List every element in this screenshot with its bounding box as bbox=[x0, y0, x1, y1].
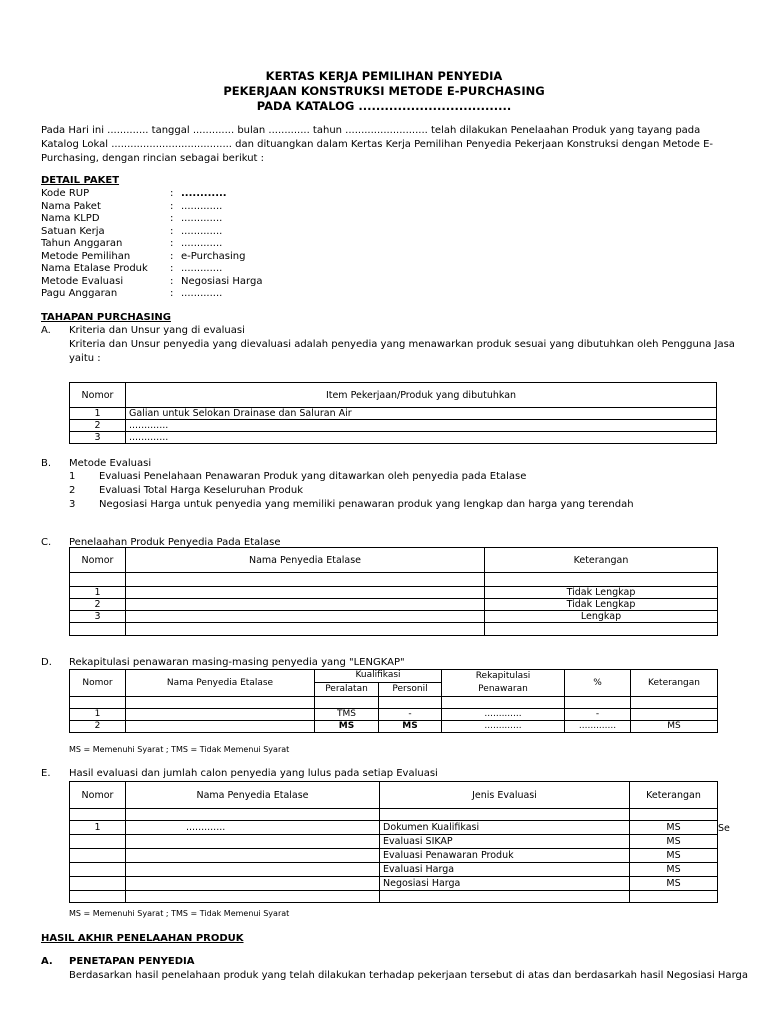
col-header: Item Pekerjaan/Produk yang dibutuhkan bbox=[126, 383, 717, 408]
detail-colon: : bbox=[170, 288, 174, 299]
table-row bbox=[70, 849, 718, 863]
cell-item: Galian untuk Selokan Drainase dan Saluran Air bbox=[126, 408, 717, 420]
detail-value: ............. bbox=[181, 288, 223, 299]
table-row bbox=[70, 408, 717, 420]
intro-line2: Katalog Lokal ...................................... dan dituangkan dalam Kertas Kerja Pemilihan Penyedia Pekerjaan Konstruksi dengan Metode E- bbox=[41, 139, 714, 150]
cell-jenis: Negosiasi Harga bbox=[380, 877, 630, 891]
section-e-letter: E. bbox=[41, 768, 51, 779]
cell-keterangan: MS bbox=[630, 863, 718, 877]
list-item-number: 1 bbox=[69, 471, 76, 482]
list-item-number: 2 bbox=[69, 485, 76, 496]
col-header-personil: Personil bbox=[379, 682, 442, 696]
cell-nama bbox=[126, 721, 315, 733]
detail-value: Negosiasi Harga bbox=[181, 275, 263, 287]
section-a-letter: A. bbox=[41, 325, 51, 336]
cell-keterangan bbox=[631, 709, 718, 721]
section-d-title: Rekapitulasi penawaran masing-masing penyedia yang "LENGKAP" bbox=[69, 657, 405, 668]
cell-peralatan: MS bbox=[315, 721, 379, 733]
cell-rekap: ............. bbox=[442, 721, 565, 733]
col-header: Nomor bbox=[70, 782, 126, 809]
col-header: Nama Penyedia Etalase bbox=[126, 548, 485, 573]
table-row bbox=[70, 891, 718, 903]
rekap-line1: Rekapitulasi bbox=[475, 671, 531, 681]
cell-peralatan: TMS bbox=[315, 709, 379, 721]
cell-item: ............. bbox=[126, 432, 717, 444]
table-penelaahan-produk bbox=[69, 547, 718, 636]
section-a-para-line2: yaitu : bbox=[69, 353, 101, 364]
detail-colon: : bbox=[170, 250, 174, 262]
table-row bbox=[70, 623, 718, 636]
table-row bbox=[70, 420, 717, 432]
table-row bbox=[70, 877, 718, 891]
cell-personil: - bbox=[379, 709, 442, 721]
cell-keterangan: Tidak Lengkap bbox=[485, 587, 718, 599]
table-row bbox=[70, 697, 718, 709]
cell-personil: MS bbox=[379, 721, 442, 733]
overflow-text: Se bbox=[718, 823, 730, 834]
col-header-kualifikasi: Kualifikasi bbox=[315, 670, 442, 683]
cell-percent: ............. bbox=[565, 721, 631, 733]
col-header-percent: % bbox=[565, 670, 631, 697]
table-row bbox=[70, 863, 718, 877]
detail-colon: : bbox=[170, 275, 174, 287]
detail-value: ............. bbox=[181, 225, 223, 237]
cell-nama bbox=[126, 587, 485, 599]
section-e-title: Hasil evaluasi dan jumlah calon penyedia yang lulus pada setiap Evaluasi bbox=[69, 768, 438, 779]
table-row bbox=[70, 821, 718, 835]
doc-title-line3: PADA KATALOG ................................... bbox=[256, 99, 512, 113]
col-header: Keterangan bbox=[485, 548, 718, 573]
intro-line3: Purchasing, dengan rincian sebagai berikut : bbox=[41, 153, 265, 164]
hasil-a-title: PENETAPAN PENYEDIA bbox=[69, 956, 195, 967]
section-a-para-line1: Kriteria dan Unsur penyedia yang dievaluasi adalah penyedia yang menawarkan produk sesuai yang dibutuhkan oleh Pengguna Jasa bbox=[69, 339, 735, 350]
detail-paket-heading: DETAIL PAKET bbox=[41, 175, 120, 186]
detail-colon: : bbox=[170, 225, 174, 237]
cell-nomor: 1 bbox=[70, 821, 126, 835]
section-a-title: Kriteria dan Unsur yang di evaluasi bbox=[69, 325, 245, 336]
table-hasil-evaluasi bbox=[69, 781, 718, 903]
col-header: Keterangan bbox=[630, 782, 718, 809]
section-c-letter: C. bbox=[41, 537, 52, 548]
table-item-pekerjaan bbox=[69, 382, 717, 444]
section-b-letter: B. bbox=[41, 458, 52, 469]
legend-note: MS = Memenuhi Syarat ; TMS = Tidak Memenui Syarat bbox=[69, 909, 290, 918]
cell-keterangan: MS bbox=[630, 821, 718, 835]
hasil-akhir-heading: HASIL AKHIR PENELAAHAN PRODUK bbox=[41, 933, 244, 944]
table-rekapitulasi bbox=[69, 669, 718, 733]
detail-colon: : bbox=[170, 213, 174, 224]
cell-keterangan: MS bbox=[631, 721, 718, 733]
hasil-a-letter: A. bbox=[41, 956, 53, 967]
col-header-nomor: Nomor bbox=[70, 670, 126, 697]
cell-nama bbox=[126, 709, 315, 721]
col-header-peralatan: Peralatan bbox=[315, 682, 379, 696]
detail-colon: : bbox=[170, 200, 174, 212]
detail-colon: : bbox=[170, 238, 174, 249]
cell-rekap: ............. bbox=[442, 709, 565, 721]
cell-nomor: 3 bbox=[70, 611, 126, 623]
cell-keterangan: MS bbox=[630, 849, 718, 863]
cell-nama: ............. bbox=[126, 821, 380, 835]
section-c-title: Penelaahan Produk Penyedia Pada Etalase bbox=[69, 537, 281, 548]
col-header-keterangan: Keterangan bbox=[631, 670, 718, 697]
cell-nama bbox=[126, 611, 485, 623]
col-header: Nama Penyedia Etalase bbox=[126, 782, 380, 809]
cell-nomor: 1 bbox=[70, 587, 126, 599]
table-row bbox=[70, 573, 718, 587]
section-d-letter: D. bbox=[41, 657, 52, 668]
table-row bbox=[70, 587, 718, 599]
col-header-nama: Nama Penyedia Etalase bbox=[126, 670, 315, 697]
table-row bbox=[70, 709, 718, 721]
cell-jenis: Evaluasi Penawaran Produk bbox=[380, 849, 630, 863]
cell-item: ............. bbox=[126, 420, 717, 432]
cell-nomor: 1 bbox=[70, 408, 126, 420]
intro-line1: Pada Hari ini ............. tanggal ............. bulan ............. tahun .......................... telah dilakukan Penelaahan Produk yang tayang pada bbox=[41, 125, 701, 136]
cell-nomor: 2 bbox=[70, 420, 126, 432]
table-row bbox=[70, 432, 717, 444]
table-row bbox=[70, 721, 718, 733]
doc-title-line2: PEKERJAAN KONSTRUKSI METODE E-PURCHASING bbox=[223, 84, 545, 98]
cell-keterangan: MS bbox=[630, 877, 718, 891]
cell-keterangan: Tidak Lengkap bbox=[485, 599, 718, 611]
list-item-text: Evaluasi Penelahaan Penawaran Produk yang ditawarkan oleh penyedia pada Etalase bbox=[99, 471, 527, 482]
cell-nomor: 2 bbox=[70, 721, 126, 733]
cell-keterangan: MS bbox=[630, 835, 718, 849]
rekap-line2: Penawaran bbox=[478, 684, 528, 694]
detail-label: Tahun Anggaran bbox=[41, 238, 123, 249]
col-header: Nomor bbox=[70, 548, 126, 573]
detail-label: Metode Evaluasi bbox=[41, 275, 124, 287]
detail-value: ............. bbox=[181, 200, 223, 212]
table-row bbox=[70, 611, 718, 623]
list-item-text: Evaluasi Total Harga Keseluruhan Produk bbox=[99, 485, 304, 496]
detail-label: Kode RUP bbox=[41, 188, 90, 199]
detail-label: Metode Pemilihan bbox=[41, 250, 131, 262]
detail-label: Nama Etalase Produk bbox=[41, 263, 148, 274]
col-header-rekapitulasi bbox=[442, 670, 565, 697]
cell-nomor: 3 bbox=[70, 432, 126, 444]
list-item-text: Negosiasi Harga untuk penyedia yang memiliki penawaran produk yang lengkap dan harga yang terendah bbox=[99, 499, 634, 510]
hasil-a-para: Berdasarkan hasil penelahaan produk yang telah dilakukan terhadap pekerjaan tersebut di atas dan berdasarkah hasil Negosiasi Harga bbox=[69, 970, 748, 981]
cell-jenis: Evaluasi Harga bbox=[380, 863, 630, 877]
detail-value: ............ bbox=[181, 188, 227, 199]
cell-jenis: Evaluasi SIKAP bbox=[380, 835, 630, 849]
table-row bbox=[70, 599, 718, 611]
table-row bbox=[70, 809, 718, 821]
detail-value: e-Purchasing bbox=[181, 250, 246, 262]
col-header: Nomor bbox=[70, 383, 126, 408]
legend-note: MS = Memenuhi Syarat ; TMS = Tidak Memenui Syarat bbox=[69, 745, 290, 754]
detail-label: Satuan Kerja bbox=[41, 225, 105, 237]
list-item-number: 3 bbox=[69, 499, 76, 510]
doc-title-line1: KERTAS KERJA PEMILIHAN PENYEDIA bbox=[265, 69, 503, 83]
col-header: Jenis Evaluasi bbox=[380, 782, 630, 809]
cell-keterangan: Lengkap bbox=[485, 611, 718, 623]
detail-value: ............. bbox=[181, 213, 223, 224]
detail-colon: : bbox=[170, 263, 174, 274]
detail-label: Pagu Anggaran bbox=[41, 288, 118, 299]
detail-label: Nama KLPD bbox=[41, 213, 100, 224]
cell-percent: - bbox=[565, 709, 631, 721]
cell-nama bbox=[126, 599, 485, 611]
detail-colon: : bbox=[170, 188, 174, 199]
detail-label: Nama Paket bbox=[41, 200, 101, 212]
detail-value: ............. bbox=[181, 263, 223, 274]
table-row bbox=[70, 835, 718, 849]
detail-value: ............. bbox=[181, 238, 223, 249]
cell-jenis: Dokumen Kualifikasi bbox=[380, 821, 630, 835]
tahapan-heading: TAHAPAN PURCHASING bbox=[41, 312, 171, 323]
section-b-title: Metode Evaluasi bbox=[69, 458, 152, 469]
cell-nomor: 2 bbox=[70, 599, 126, 611]
cell-nomor: 1 bbox=[70, 709, 126, 721]
